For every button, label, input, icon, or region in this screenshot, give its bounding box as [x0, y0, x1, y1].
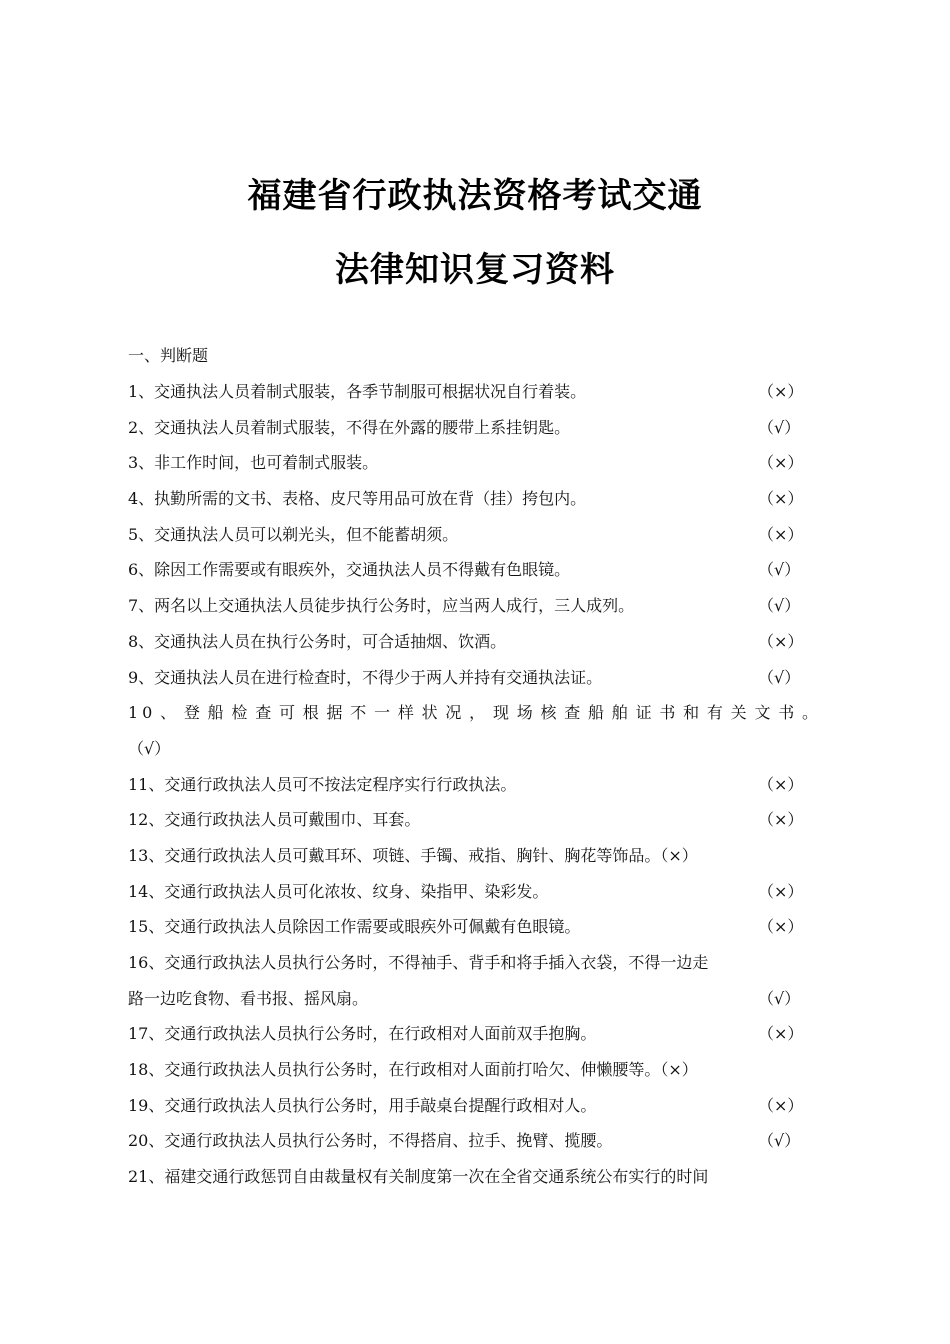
question-item: [128, 487, 822, 523]
question-text: 14、交通行政执法人员可化浓妆、纹身、染指甲、染彩发。: [128, 881, 549, 901]
question-item: [128, 1058, 822, 1094]
question-item: [128, 844, 822, 880]
question-text: 3、非工作时间，也可着制式服装。: [128, 453, 379, 473]
question-text: 6、除因工作需要或有眼疾外，交通执法人员不得戴有色眼镜。: [128, 560, 571, 580]
question-item: [128, 808, 822, 844]
question-item: [128, 951, 822, 987]
question-item: [128, 880, 822, 916]
question-item: [128, 773, 822, 809]
question-text: 8、交通执法人员在执行公务时，可合适抽烟、饮酒。: [128, 631, 507, 651]
answer-mark: （√）: [758, 417, 801, 437]
answer-mark: （×）: [758, 1024, 804, 1044]
question-text: 18、交通行政执法人员执行公务时，在行政相对人面前打哈欠、伸懒腰等。（×）: [128, 1060, 698, 1080]
answer-mark: （√）: [128, 738, 171, 758]
answer-mark: （√）: [758, 667, 801, 687]
answer-mark: （×）: [758, 489, 804, 509]
answer-mark: （×）: [758, 453, 804, 473]
question-text: 19、交通行政执法人员执行公务时，用手敲桌台提醒行政相对人。: [128, 1095, 597, 1115]
question-text: 21、福建交通行政惩罚自由裁量权有关制度第一次在全省交通系统公布实行的时间: [128, 1167, 709, 1187]
document-title-line-1: 福建省行政执法资格考试交通: [247, 176, 703, 216]
answer-mark: （√）: [758, 560, 801, 580]
question-item: [128, 630, 822, 666]
answer-mark: （×）: [758, 917, 804, 937]
question-text: 5、交通执法人员可以剃光头，但不能蓄胡须。: [128, 524, 459, 544]
answer-mark: （√）: [758, 1131, 801, 1151]
question-item: [128, 1129, 822, 1165]
answer-mark: （×）: [758, 631, 804, 651]
question-text: 10、登船检查可根据不一样状况，现场核查船舶证书和有关文书。: [128, 703, 822, 723]
question-item-continuation: [128, 987, 822, 1023]
question-text: 13、交通行政执法人员可戴耳环、项链、手镯、戒指、胸针、胸花等饰品。（×）: [128, 845, 698, 865]
question-text: 7、两名以上交通执法人员徒步执行公务时，应当两人成行，三人成列。: [128, 596, 635, 616]
answer-mark: （×）: [758, 810, 804, 830]
question-text: 16、交通行政执法人员执行公务时，不得袖手、背手和将手插入衣袋，不得一边走: [128, 953, 709, 972]
question-item: [128, 558, 822, 594]
question-item: [128, 1022, 822, 1058]
question-text: 4、执勤所需的文书、表格、皮尺等用品可放在背（挂）挎包内。: [128, 489, 587, 509]
question-list: [128, 380, 822, 1201]
document-title-line-2: 法律知识复习资料: [335, 250, 615, 290]
question-item: [128, 594, 822, 630]
question-text: 路一边吃食物、看书报、摇风扇。: [128, 988, 369, 1008]
question-item: [128, 666, 822, 702]
question-item: [128, 523, 822, 559]
question-text: 1、交通执法人员着制式服装，各季节制服可根据状况自行着装。: [128, 382, 587, 401]
question-item-continuation: [128, 737, 822, 773]
question-item: [128, 451, 822, 487]
question-item: [128, 416, 822, 452]
question-item: [128, 1165, 822, 1201]
question-text: 15、交通行政执法人员除因工作需要或眼疾外可佩戴有色眼镜。: [128, 917, 581, 937]
question-text: 2、交通执法人员着制式服装，不得在外露的腰带上系挂钥匙。: [128, 417, 571, 437]
question-text: 12、交通行政执法人员可戴围巾、耳套。: [128, 810, 421, 830]
answer-mark: （×）: [758, 774, 804, 794]
question-item: [128, 915, 822, 951]
question-text: 17、交通行政执法人员执行公务时，在行政相对人面前双手抱胸。: [128, 1024, 597, 1044]
answer-mark: （×）: [758, 1095, 804, 1115]
section-heading: 一、判断题: [128, 346, 209, 365]
answer-mark: （×）: [758, 881, 804, 901]
answer-mark: （×）: [758, 524, 804, 544]
answer-mark: （√）: [758, 988, 801, 1008]
question-item: [128, 701, 822, 737]
question-item: [128, 1094, 822, 1130]
answer-mark: （×）: [758, 382, 804, 401]
question-text: 11、交通行政执法人员可不按法定程序实行行政执法。: [128, 774, 517, 794]
question-text: 20、交通行政执法人员执行公务时，不得搭肩、拉手、挽臂、揽腰。: [128, 1131, 613, 1151]
question-text: 9、交通执法人员在进行检查时，不得少于两人并持有交通执法证。: [128, 667, 603, 687]
question-item: [128, 380, 822, 416]
answer-mark: （√）: [758, 596, 801, 616]
